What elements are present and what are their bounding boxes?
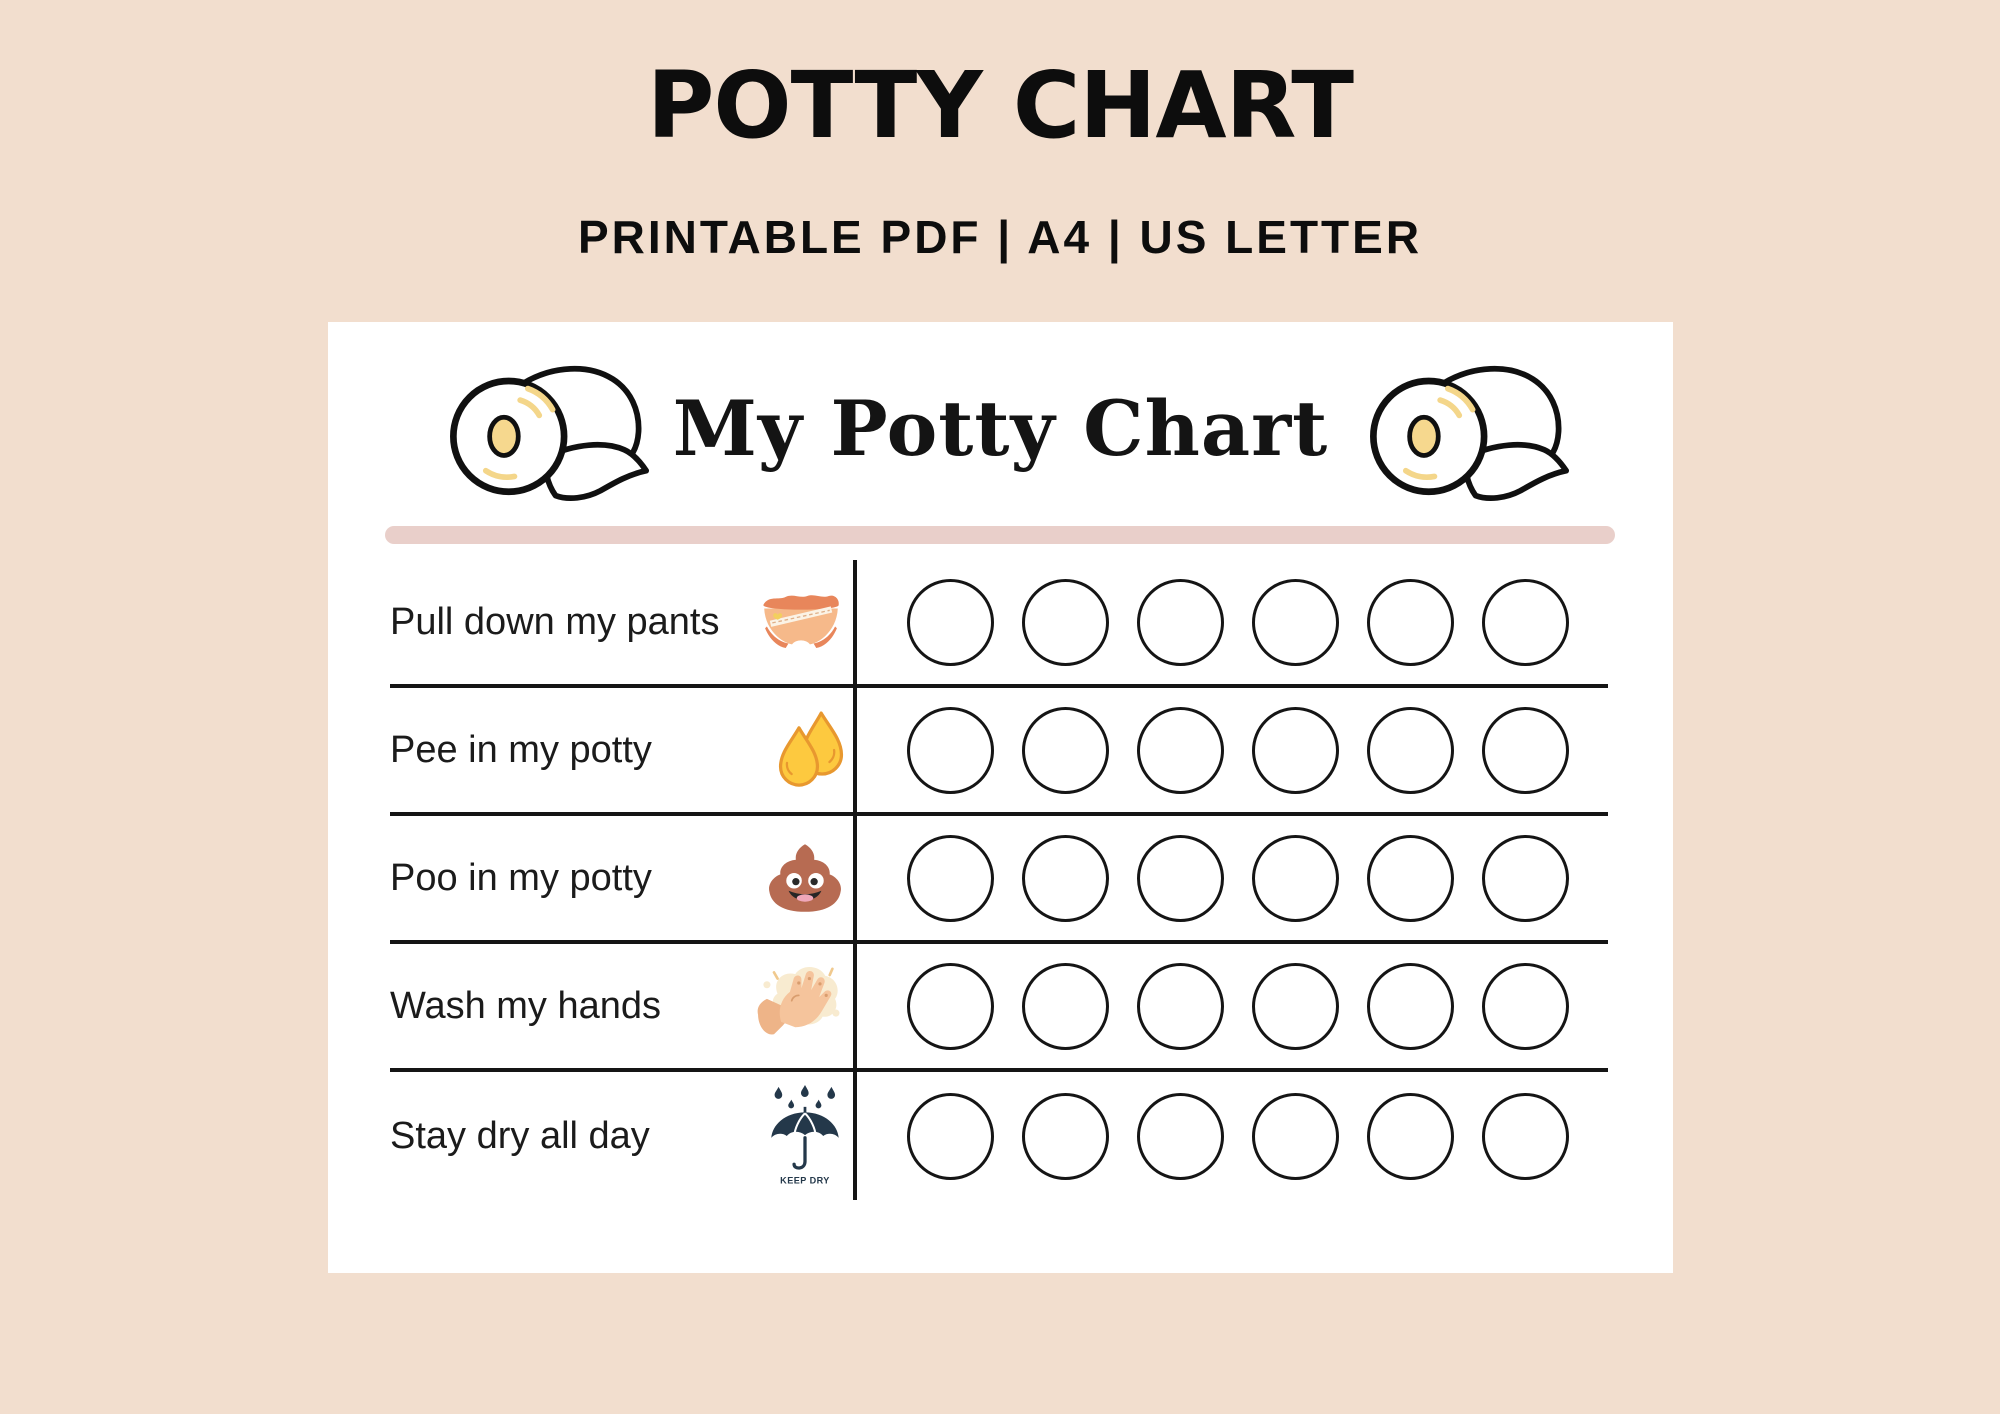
progress-circle: [1022, 1093, 1109, 1180]
progress-circle: [1482, 835, 1569, 922]
progress-circle: [1252, 579, 1339, 666]
progress-circle: [1252, 835, 1339, 922]
task-cell: [390, 688, 853, 812]
progress-circle: [1137, 1093, 1224, 1180]
progress-circle: [1367, 1093, 1454, 1180]
progress-circle: [1022, 579, 1109, 666]
progress-circle: [1022, 963, 1109, 1050]
task-cell: [390, 944, 853, 1068]
page-subtitle: PRINTABLE PDF | A4 | US LETTER: [577, 211, 1423, 263]
chart-card: [328, 322, 1673, 1273]
progress-circle: [1252, 1093, 1339, 1180]
washing-hands-icon: [747, 944, 847, 1068]
svg-text:KEEP DRY: KEEP DRY: [780, 1175, 830, 1186]
task-cell: [390, 816, 853, 940]
task-cell: [390, 1072, 853, 1200]
progress-circle: [1022, 707, 1109, 794]
task-cell: [390, 560, 853, 684]
progress-circle: [1482, 1093, 1569, 1180]
circles-row: [853, 1072, 1608, 1200]
circles-row: [853, 688, 1608, 812]
task-label: Poo in my potty: [390, 856, 652, 899]
water-drops-icon: [775, 688, 847, 812]
progress-circle: [1367, 579, 1454, 666]
progress-circle: [1367, 963, 1454, 1050]
page-title: POTTY CHART: [646, 52, 1354, 159]
keep-dry-umbrella-icon: [763, 1072, 847, 1200]
table-row: [390, 1072, 1608, 1200]
table-row: [390, 944, 1608, 1072]
progress-circle: [1367, 835, 1454, 922]
circles-row: [853, 944, 1608, 1068]
table-row: [390, 816, 1608, 944]
pink-divider: [385, 526, 1615, 544]
progress-circle: [907, 707, 994, 794]
progress-circle: [1482, 707, 1569, 794]
progress-circle: [1252, 707, 1339, 794]
poop-icon: [763, 816, 847, 940]
toilet-paper-roll-icon: [1360, 358, 1570, 509]
progress-circle: [1022, 835, 1109, 922]
task-label: Wash my hands: [390, 984, 662, 1027]
table-row: [390, 560, 1608, 688]
task-label: Pee in my potty: [390, 728, 652, 771]
progress-circle: [1137, 963, 1224, 1050]
task-label: Pull down my pants: [390, 600, 720, 643]
circles-row: [853, 816, 1608, 940]
progress-circle: [907, 579, 994, 666]
progress-circle: [907, 1093, 994, 1180]
underwear-icon: [755, 560, 847, 684]
task-label: Stay dry all day: [390, 1114, 650, 1157]
progress-circle: [907, 835, 994, 922]
progress-circle: [1482, 579, 1569, 666]
progress-circle: [1137, 707, 1224, 794]
potty-table: [390, 560, 1608, 1200]
circles-row: [853, 560, 1608, 684]
progress-circle: [1137, 835, 1224, 922]
progress-circle: [907, 963, 994, 1050]
progress-circle: [1252, 963, 1339, 1050]
table-row: [390, 688, 1608, 816]
progress-circle: [1367, 707, 1454, 794]
progress-circle: [1482, 963, 1569, 1050]
progress-circle: [1137, 579, 1224, 666]
card-title: My Potty Chart: [672, 384, 1329, 473]
